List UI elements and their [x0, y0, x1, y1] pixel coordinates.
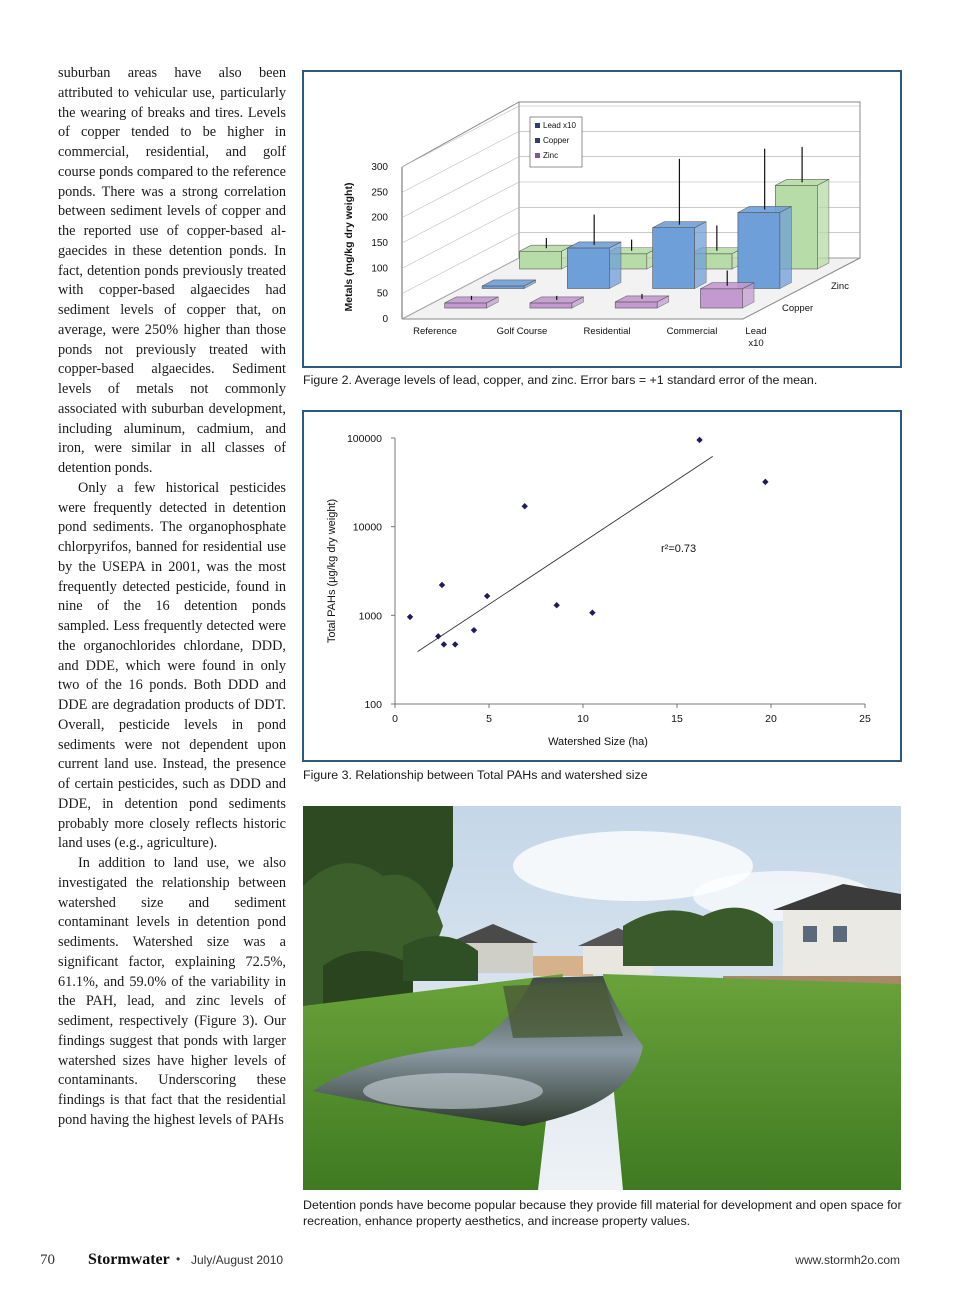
legend-swatch-copper — [535, 138, 540, 143]
paragraph-1: suburban areas have also been attributed to vehicular use, particularly the wearing of breaks and tires. Levels of copper tended to be higher in commercial, residential, and golf course ponds compared to the reference ponds. There was a strong correlation between sediment levels of copper and the reported use of copper-based algaecides in these detention ponds. In fact, detention ponds previously treated with copper-based algaecides had sediment levels of copper that, on average, were 250% higher than those ponds not previously treated with copper-based algaecides. Sediment levels of metals not commonly associated with suburban development, including aluminum, cadmium, and iron, were similar in all classes of detention ponds. — [58, 65, 286, 476]
data-point — [439, 582, 445, 588]
chart-legend — [530, 117, 582, 167]
y-tick-label: 150 — [371, 238, 388, 249]
gridline-side — [402, 182, 519, 243]
gridline-side — [402, 207, 519, 268]
photo-caption: Detention ponds have become popular because they provide fill material for development and open space for recreation, enhance property aesthetics, and increase property values. — [303, 1198, 902, 1228]
x-axis-labels — [413, 326, 766, 349]
data-point — [484, 593, 490, 599]
data-point — [452, 641, 458, 647]
page-number: 70 — [40, 1252, 55, 1268]
figure-3-frame — [302, 410, 902, 762]
y-tick-label: 100000 — [346, 433, 382, 445]
paragraph-3: In addition to land use, we also investigated the relationship between watershed size and sediment contaminant levels in detention pond sediments. Watershed size was a significant factor, explaining 72.5%, 61.1%, and 59.0% of the variability in the PAH, lead, and zinc levels of sediment, respectively (Figure 3). Our findings suggest that ponds with larger watershed sizes have higher levels of contaminants. Underscoring these findings is that fact that the residential pond having the highest levels of PAHs — [58, 855, 286, 1128]
y-tick-label: 0 — [382, 314, 388, 325]
data-point — [589, 610, 595, 616]
gridline-side — [402, 131, 519, 192]
figure-2-caption: Figure 2. Average levels of lead, copper, and zinc. Error bars = +1 standard error of the mean. — [303, 373, 818, 387]
x-tick-label: Reference — [413, 326, 457, 337]
y-axis-ticks — [371, 162, 388, 325]
gridline-side — [402, 157, 519, 218]
data-point — [435, 633, 441, 639]
y-tick-label: 300 — [371, 162, 388, 173]
y-tick-label: 1000 — [358, 610, 382, 623]
figure-2-frame — [302, 70, 902, 368]
figure-2-bar-chart — [304, 72, 900, 366]
data-point — [762, 479, 768, 485]
y-tick-label: 50 — [376, 288, 388, 300]
depth-label: Copper — [782, 303, 814, 314]
y-tick-label: 200 — [371, 212, 388, 224]
data-point — [441, 641, 447, 647]
x-tick-label: 5 — [486, 713, 492, 725]
x-tick-label: 15 — [671, 713, 683, 725]
legend-label-copper: Copper — [543, 136, 570, 145]
axis-ticks — [347, 433, 871, 725]
y-tick-label: 100 — [371, 263, 388, 275]
data-points — [407, 437, 769, 648]
depth-label: Zinc — [831, 281, 849, 292]
x-tick-label: Lead x10 — [745, 326, 767, 349]
r-squared-annotation: r²=0.73 — [661, 543, 697, 555]
figure-3-scatter-chart — [304, 412, 900, 760]
x-tick-label: Residential — [583, 326, 631, 337]
legend-label-zinc: Zinc — [543, 151, 559, 160]
data-point — [553, 602, 559, 608]
x-tick-label: Commercial — [666, 326, 718, 337]
y-tick-label: 10000 — [352, 521, 382, 534]
y-axis-label: Total PAHs (µg/kg dry weight) — [326, 498, 338, 644]
legend-label-lead: Lead x10 — [543, 121, 576, 130]
data-point — [407, 614, 413, 620]
legend-swatch-lead — [535, 123, 540, 128]
gridline-side — [402, 106, 519, 167]
y-tick-label: 100 — [364, 699, 382, 711]
x-tick-label: 10 — [577, 713, 589, 725]
paragraph-2: Only a few historical pesticides were frequently detected in detention pond sediments. The organophosphate chlorpyrifos, banned for residential use by the USEPA in 2001, was the most frequently detected pesticide, found in nine of the 16 detention ponds sampled. Less frequently detected were the organochlorides chlordane, DDD, and DDE, which were found in only two of the 16 ponds. Both DDD and DDE are degradation products of DDT. Overall, pesticide levels in pond sediments were not dependent upon current land use. Instead, the presence of certain pesticides, such as DDD and DDE, in detention pond sediments probably more closely reflects historic land uses (e.g., agriculture). — [58, 479, 286, 852]
x-axis-label: Watershed Size (ha) — [548, 736, 648, 748]
data-point — [696, 437, 702, 443]
data-point — [471, 627, 477, 633]
x-tick-label: 25 — [859, 713, 871, 725]
magazine-name: Stormwater — [88, 1251, 170, 1268]
page-footer — [0, 1252, 960, 1272]
issue-date: July/August 2010 — [191, 1253, 284, 1267]
detention-pond-photo — [303, 806, 901, 1190]
article-text-column — [58, 64, 286, 1131]
footer-bullet: • — [176, 1252, 181, 1266]
x-tick-label: Golf Course — [496, 326, 548, 337]
legend-swatch-zinc — [535, 153, 540, 158]
x-tick-label: 20 — [765, 713, 777, 725]
figure-3-caption: Figure 3. Relationship between Total PAHs and watershed size — [303, 768, 648, 782]
y-axis-label: Metals (mg/kg dry weight) — [343, 182, 355, 312]
y-tick-label: 250 — [371, 187, 388, 199]
data-point — [522, 503, 528, 509]
x-tick-label: 0 — [392, 713, 398, 725]
website-link[interactable]: www.stormh2o.com — [795, 1253, 900, 1267]
